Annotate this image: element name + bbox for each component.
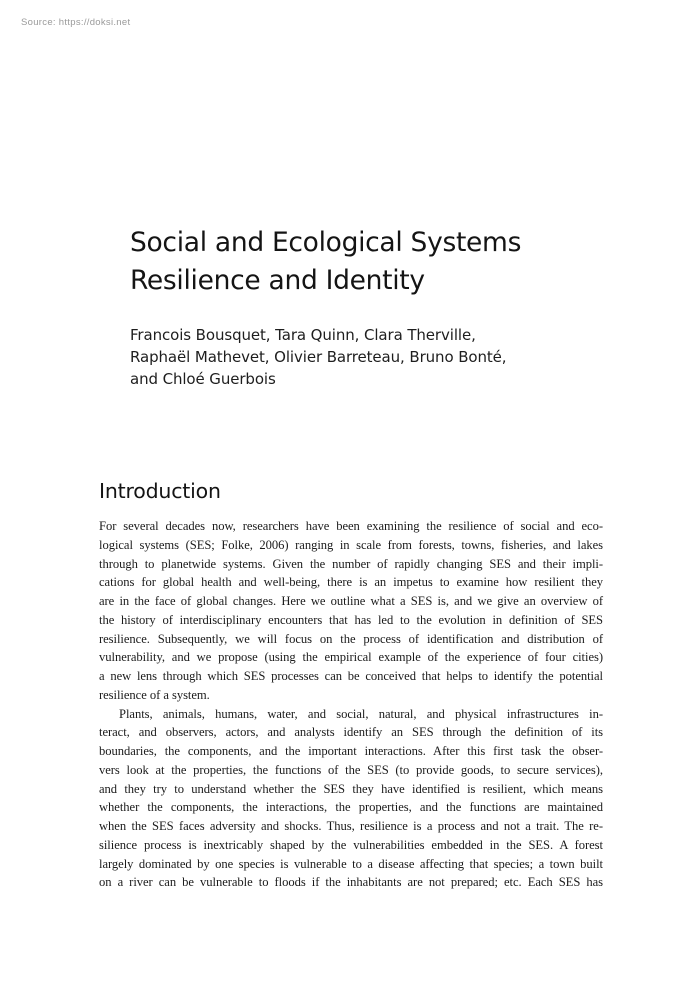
body-line: Plants, animals, humans, water, and social, natural, and physical infrastructures in-: [119, 706, 603, 721]
body-line: when the SES faces adversity and shocks. Thus, resilience is a process and not a trait. The re-: [99, 819, 603, 833]
body-line: and they try to understand whether the SES they have identified is resilient, which means: [99, 781, 603, 796]
chapter-title-line-2: Resilience and Identity: [130, 265, 425, 296]
source-attribution: Source: https://doksi.net: [21, 17, 131, 28]
body-line: the history of interdisciplinary encounters that has led to the evolution in definition of SES: [99, 612, 603, 627]
body-line: cations for global health and well-being, there is an impetus to examine how resilient they: [99, 575, 603, 590]
body-line: resilience of a system.: [99, 687, 210, 702]
body-line: whether the components, the interactions, the properties, and the functions are maintained: [99, 800, 603, 815]
author-line-2: Raphaël Mathevet, Olivier Barreteau, Bruno Bonté,: [130, 348, 507, 366]
body-line: For several decades now, researchers have been examining the resilience of social and eco-: [99, 519, 603, 533]
body-line: vers look at the properties, the functions of the SES (to provide goods, to secure services),: [99, 762, 603, 777]
body-line: largely dominated by one species is vulnerable to a disease affecting that species; a town built: [99, 856, 603, 871]
body-line: boundaries, the components, and the important interactions. After this first task the obser-: [99, 744, 603, 758]
chapter-title: [130, 224, 521, 300]
chapter-title-line-1: Social and Ecological Systems: [130, 227, 522, 258]
author-line-3: and Chloé Guerbois: [130, 370, 276, 388]
author-list: [130, 324, 506, 390]
body-line: a new lens through which SES processes can be conceived that helps to identify the potential: [99, 669, 603, 683]
body-line: are in the face of global changes. Here we outline what a SES is, and we give an overview of: [99, 594, 603, 608]
body-line: on a river can be vulnerable to floods if the inhabitants are not prepared; etc. Each SES has: [99, 875, 603, 890]
body-line: resilience. Subsequently, we will focus on the process of identification and distribution of: [99, 631, 603, 646]
body-line: silience process is inextricably shaped by the vulnerabilities embedded in the SES. A forest: [99, 837, 603, 852]
body-line: vulnerability, and we propose (using the empirical example of the experience of four cities): [99, 650, 603, 665]
body-line: teract, and observers, actors, and analysts identify an SES through the definition of its: [99, 725, 603, 740]
body-text: [99, 517, 603, 892]
body-line: logical systems (SES; Folke, 2006) ranging in scale from forests, towns, fisheries, and lakes: [99, 537, 603, 552]
body-line: through to planetwide systems. Given the number of rapidly changing SES and their impli-: [99, 556, 603, 571]
section-heading-introduction: Introduction: [99, 479, 221, 503]
author-line-1: Francois Bousquet, Tara Quinn, Clara Therville,: [130, 326, 476, 344]
